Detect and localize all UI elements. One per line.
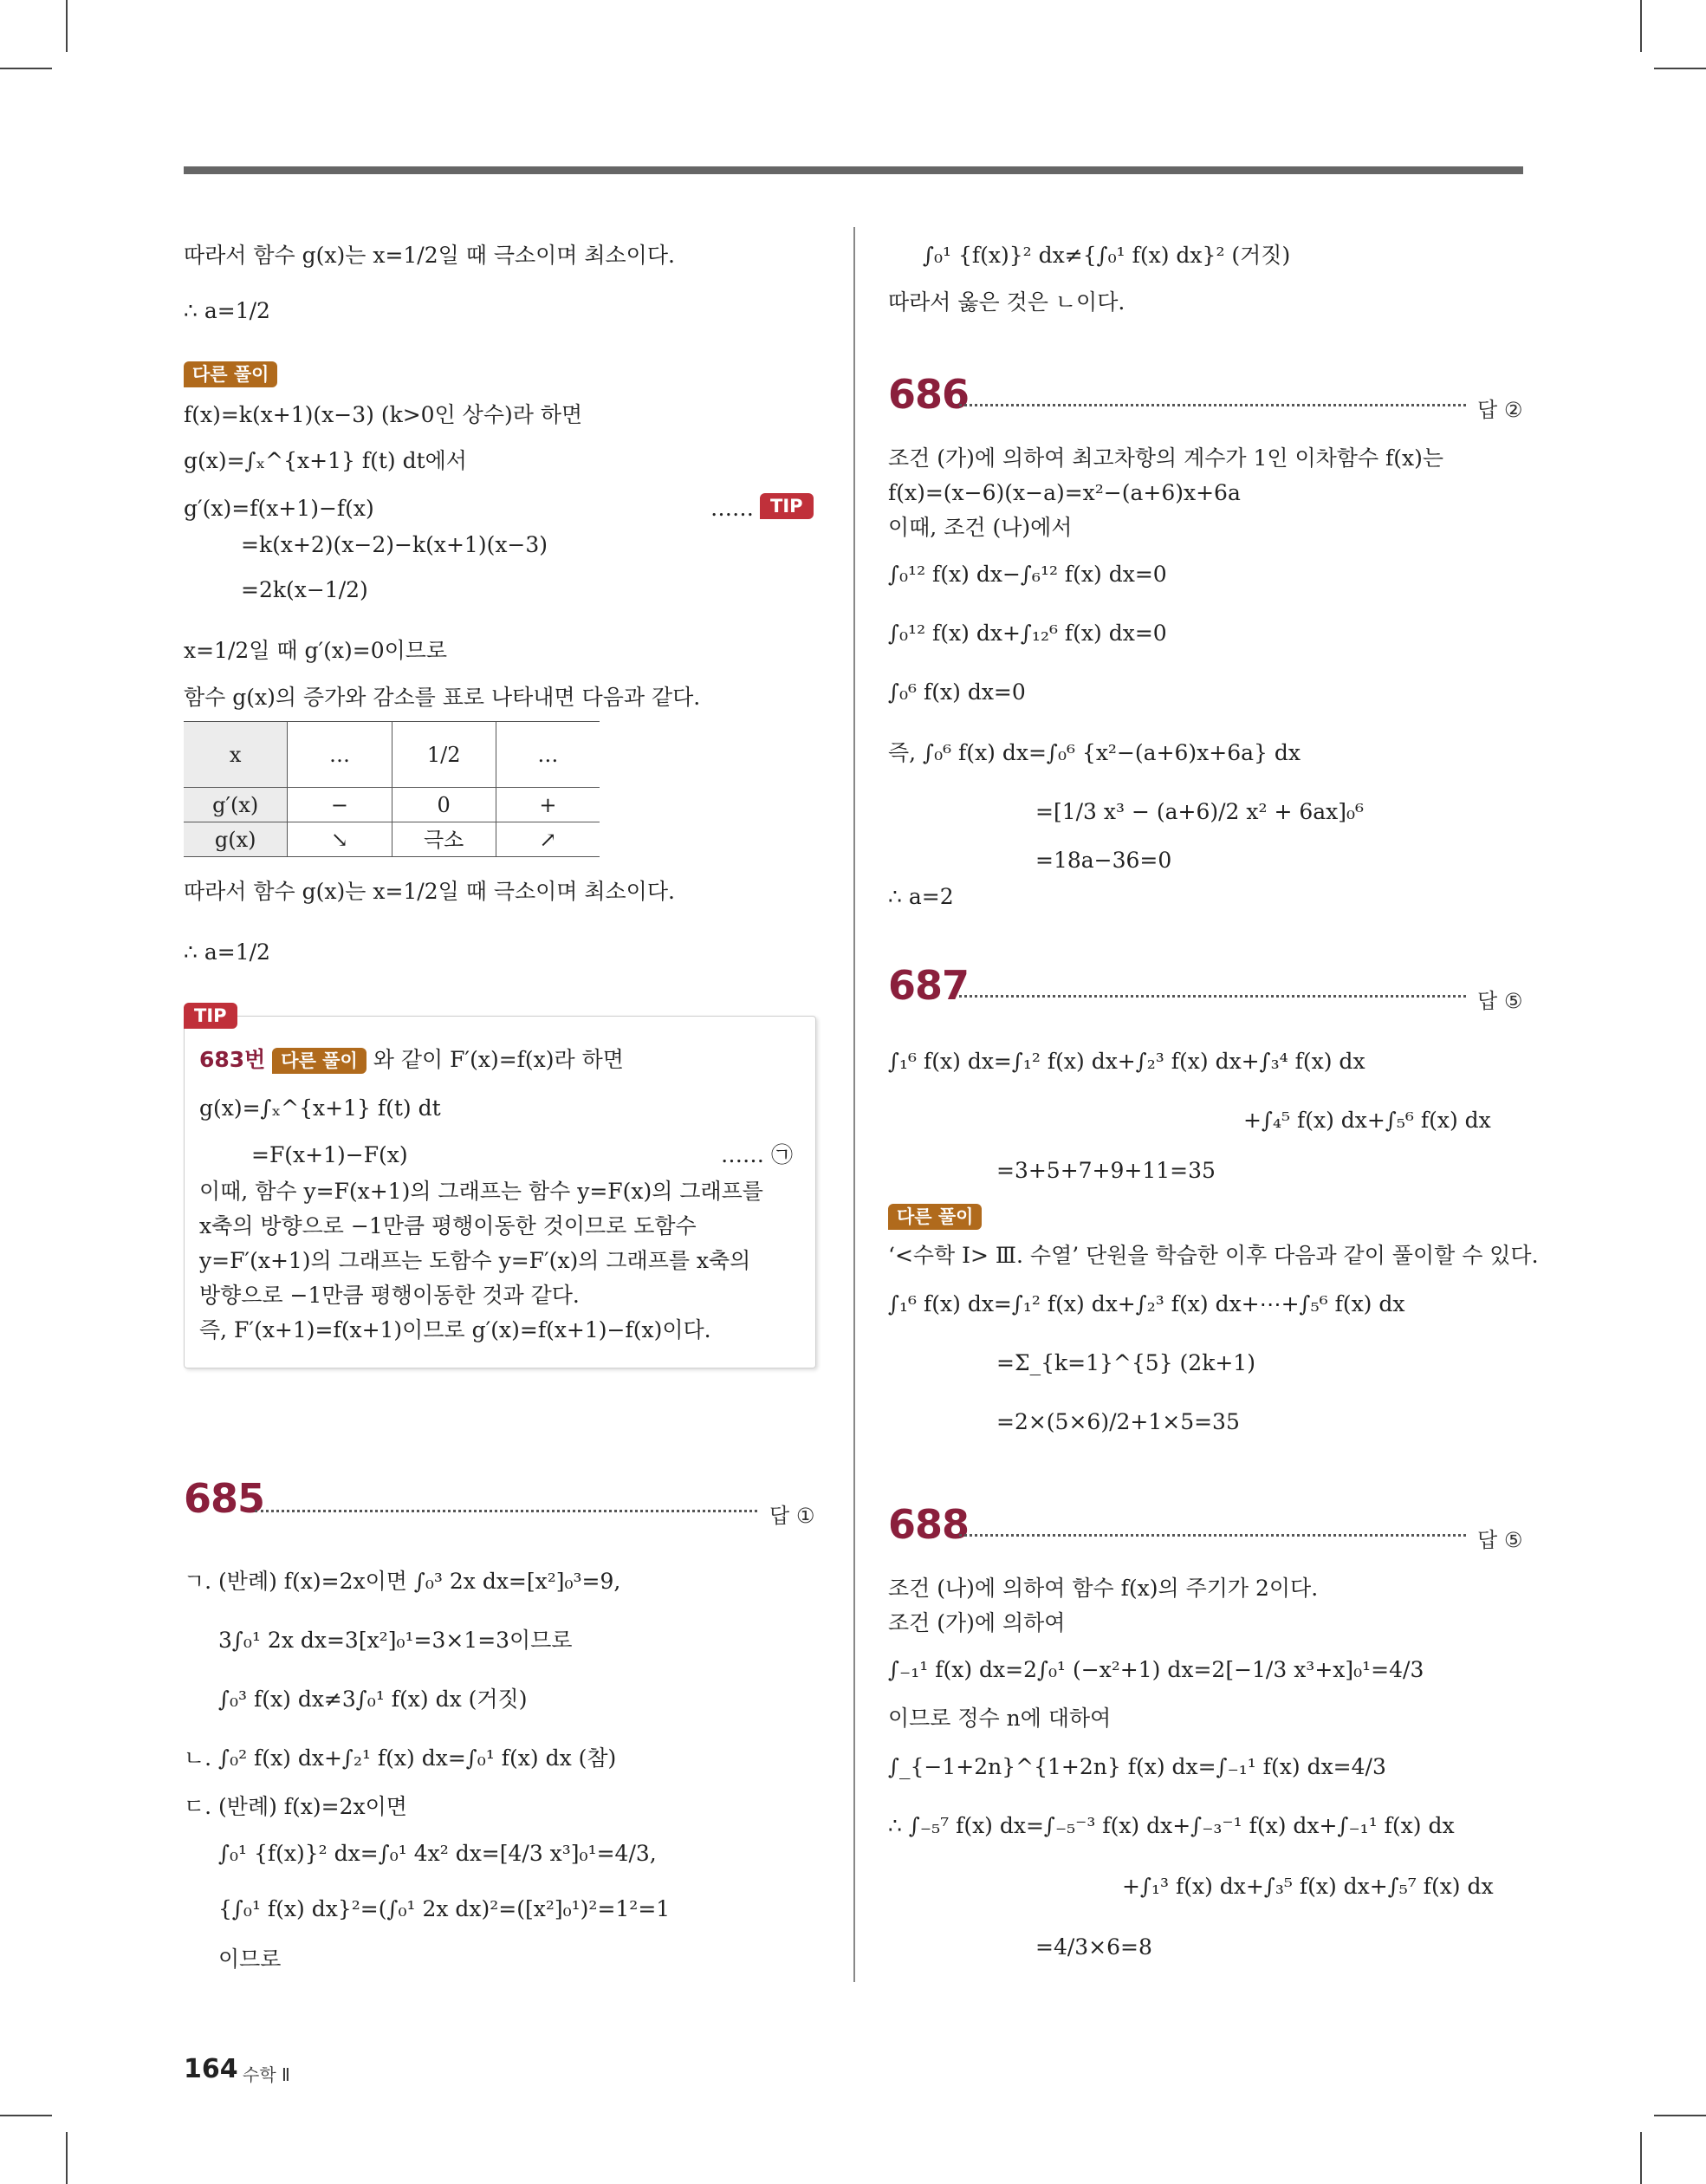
math-line: ㄴ. ∫₀² f(x) dx+∫₂¹ f(x) dx=∫₀¹ f(x) dx (참) [184, 1745, 617, 1771]
math-line: ㄷ. (반례) f(x)=2x이면 [184, 1794, 407, 1819]
text-line: ∴ a=1/2 [184, 939, 270, 965]
problem-number-685: 685 [184, 1475, 265, 1522]
table-cell: 극소 [392, 822, 496, 857]
text-line: 이때, 조건 (나)에서 [888, 515, 1073, 540]
math-line: g′(x)=f(x+1)−f(x) [184, 496, 374, 521]
math-line: =2k(x−1/2) [241, 577, 368, 602]
math-line: +∫₁³ f(x) dx+∫₃⁵ f(x) dx+∫₅⁷ f(x) dx [1122, 1874, 1494, 1899]
math-line: =k(x+2)(x−2)−k(x+1)(x−3) [241, 532, 548, 557]
crop-mark [1640, 2132, 1642, 2184]
table-cell: x [184, 722, 288, 788]
math-line: =Σ_{k=1}^{5} (2k+1) [996, 1350, 1255, 1375]
math-line: ∫₀¹² f(x) dx−∫₆¹² f(x) dx=0 [888, 562, 1167, 587]
crop-mark [1640, 0, 1642, 52]
tip-badge: TIP [184, 1003, 237, 1029]
dotted-leader [959, 404, 1466, 406]
dotted-leader [255, 1510, 757, 1512]
text-line: 조건 (가)에 의하여 최고차항의 계수가 1인 이차함수 f(x)는 [888, 445, 1444, 471]
table-cell: g(x) [184, 822, 288, 857]
alt-solution-badge: 다른 풀이 [272, 1048, 366, 1074]
math-line: ∫₁⁶ f(x) dx=∫₁² f(x) dx+∫₂³ f(x) dx+∫₃⁴ f(x) dx [888, 1049, 1365, 1074]
alt-solution-badge: 다른 풀이 [888, 1204, 982, 1230]
text-line: 조건 (나)에 의하여 함수 f(x)의 주기가 2이다. [888, 1576, 1319, 1601]
math-line: ∫₋₁¹ f(x) dx=2∫₀¹ (−x²+1) dx=2[−1/3 x³+x]₀¹=4/3 [888, 1657, 1424, 1682]
table-cell: − [288, 788, 392, 822]
text-line: 함수 g(x)의 증가와 감소를 표로 나타내면 다음과 같다. [184, 685, 701, 710]
crop-mark [1654, 68, 1706, 69]
math-line: +∫₄⁵ f(x) dx+∫₅⁶ f(x) dx [1243, 1108, 1491, 1133]
text-line: 방향으로 −1만큼 평행이동한 것과 같다. [199, 1283, 580, 1308]
text-line: 따라서 함수 g(x)는 x=1/2일 때 극소이며 최소이다. [184, 879, 675, 904]
text-line: 이므로 정수 n에 대하여 [888, 1706, 1112, 1731]
tip-ref-number: 683번 [199, 1047, 266, 1072]
answer-label: 답 ① [769, 1504, 815, 1528]
math-line: f(x)=(x−6)(x−a)=x²−(a+6)x+6a [888, 480, 1241, 505]
text-line: 즉, F′(x+1)=f(x+1)이므로 g′(x)=f(x+1)−f(x)이다. [199, 1317, 711, 1342]
math-line: ∫₀⁶ f(x) dx=0 [888, 679, 1026, 705]
dotted-leader [959, 995, 1466, 998]
text-line: ∴ a=1/2 [184, 298, 270, 323]
answer-label: 답 ⑤ [1477, 1528, 1523, 1552]
math-line: 즉, ∫₀⁶ f(x) dx=∫₀⁶ {x²−(a+6)x+6a} dx [888, 740, 1301, 765]
problem-number-688: 688 [888, 1501, 970, 1548]
math-line: =F(x+1)−F(x) [251, 1142, 408, 1167]
table-cell: 1/2 [392, 722, 496, 788]
page-number: 164 [184, 2054, 238, 2084]
text-line: 조건 (가)에 의하여 [888, 1610, 1066, 1635]
math-line: {∫₀¹ f(x) dx}²=(∫₀¹ 2x dx)²=([x²]₀¹)²=1²=1 [218, 1896, 671, 1921]
problem-number-687: 687 [888, 962, 970, 1009]
math-line: =2×(5×6)/2+1×5=35 [996, 1409, 1240, 1434]
math-line: =[1/3 x³ − (a+6)/2 x² + 6ax]₀⁶ [1035, 799, 1365, 824]
math-line: ∫₀³ f(x) dx≠3∫₀¹ f(x) dx (거짓) [218, 1687, 528, 1712]
tip-content [184, 0, 825, 1387]
math-line: ∫₀¹ {f(x)}² dx=∫₀¹ 4x² dx=[4/3 x³]₀¹=4/3, [218, 1841, 657, 1866]
table-cell: ↗ [496, 822, 600, 857]
crop-mark [0, 68, 52, 69]
tip-badge: TIP [760, 493, 814, 519]
text-line: ‘<수학 Ⅰ> Ⅲ. 수열’ 단원을 학습한 이후 다음과 같이 풀이할 수 있다. [888, 1243, 1539, 1268]
crop-mark [0, 2115, 52, 2116]
text-line: 따라서 함수 g(x)는 x=1/2일 때 극소이며 최소이다. [184, 243, 675, 268]
math-line: g(x)=∫ₓ^{x+1} f(t) dt에서 [184, 448, 467, 473]
text-line: x축의 방향으로 −1만큼 평행이동한 것이므로 도함수 [199, 1213, 697, 1238]
dots: …… [710, 496, 754, 521]
math-line: =4/3×6=8 [1035, 1934, 1152, 1960]
text-line: f(x)=k(x+1)(x−3) (k>0인 상수)라 하면 [184, 402, 583, 427]
alt-solution-badge: 다른 풀이 [184, 361, 277, 387]
problem-number-686: 686 [888, 371, 970, 418]
table-cell: + [496, 788, 600, 822]
math-line: ∫₁⁶ f(x) dx=∫₁² f(x) dx+∫₂³ f(x) dx+⋯+∫₅⁶ f(x) dx [888, 1291, 1405, 1316]
table-cell: 0 [392, 788, 496, 822]
text-line: 따라서 옳은 것은 ㄴ이다. [888, 289, 1125, 315]
math-line: ∫_{−1+2n}^{1+2n} f(x) dx=∫₋₁¹ f(x) dx=4/3 [888, 1754, 1386, 1779]
text-line: y=F′(x+1)의 그래프는 도함수 y=F′(x)의 그래프를 x축의 [199, 1248, 751, 1273]
text-line: 이므로 [218, 1947, 282, 1972]
math-line: ∴ ∫₋₅⁷ f(x) dx=∫₋₅⁻³ f(x) dx+∫₋₃⁻¹ f(x) dx+∫₋₁¹ f(x) dx [888, 1813, 1455, 1838]
crop-mark [66, 0, 68, 52]
math-line: g(x)=∫ₓ^{x+1} f(t) dt [199, 1095, 441, 1121]
right-column [888, 0, 1539, 1993]
math-line: ∫₀¹ {f(x)}² dx≠{∫₀¹ f(x) dx}² (거짓) [923, 243, 1291, 268]
table-cell: … [288, 722, 392, 788]
subject-label: 수학 Ⅱ [243, 2064, 290, 2085]
marker: …… ㉠ [721, 1142, 793, 1167]
text-line: 이때, 함수 y=F(x+1)의 그래프는 함수 y=F(x)의 그래프를 [199, 1179, 763, 1204]
dotted-leader [959, 1534, 1466, 1537]
table-cell: ↘ [288, 822, 392, 857]
math-line: =3+5+7+9+11=35 [996, 1158, 1216, 1183]
answer-label: 답 ⑤ [1477, 989, 1523, 1013]
math-line: ∫₀¹² f(x) dx+∫₁₂⁶ f(x) dx=0 [888, 621, 1167, 646]
column-divider [853, 227, 855, 1982]
table-cell: … [496, 722, 600, 788]
math-line: ㄱ. (반례) f(x)=2x이면 ∫₀³ 2x dx=[x²]₀³=9, [184, 1569, 621, 1594]
table-cell: g′(x) [184, 788, 288, 822]
text-span: 와 같이 F′(x)=f(x)라 하면 [373, 1047, 624, 1072]
crop-mark [1654, 2115, 1706, 2116]
text-line: x=1/2일 때 g′(x)=0이므로 [184, 638, 448, 663]
answer-label: 답 ② [1477, 398, 1523, 422]
crop-mark [66, 2132, 68, 2184]
math-line: 3∫₀¹ 2x dx=3[x²]₀¹=3×1=3이므로 [218, 1628, 573, 1653]
math-line: =18a−36=0 [1035, 848, 1172, 873]
text-line: ∴ a=2 [888, 884, 954, 909]
